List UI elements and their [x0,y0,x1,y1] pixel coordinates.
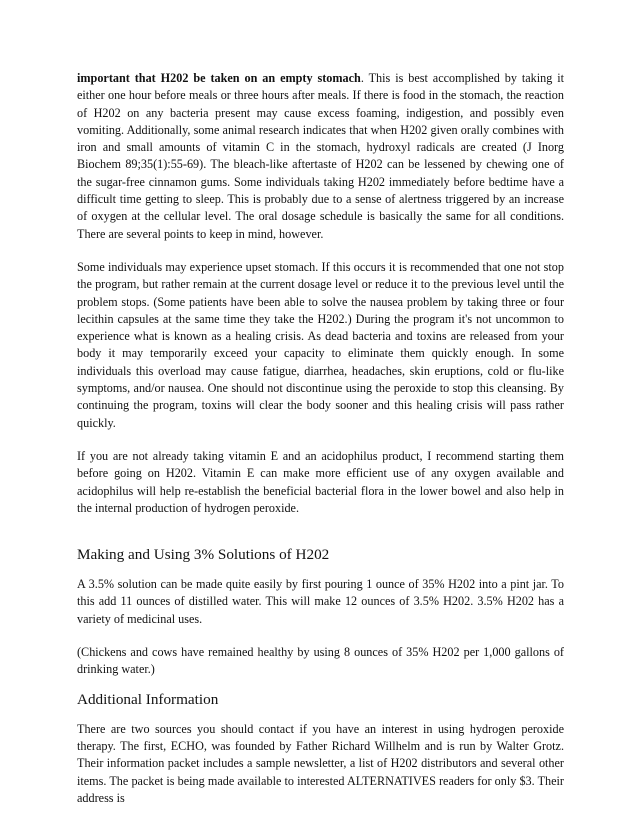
spacer [77,710,564,721]
paragraph-empty-stomach-text: . This is best accomplished by taking it either one hour before meals or three hours after meals. If there is food in the stomach, the reaction of H202 on any bacteria present may cause excess foaming, indigestion, and possibly even vomiting. Additionally, some animal research indicates that when H202 given orally combines with iron and small amounts of vitamin C in the stomach, hydroxyl radicals are created (J Inorg Biochem 89;35(1):55-69). The bleach-like aftertaste of H202 can be lessened by chewing one of the sugar-free cinnamon gums. Some individuals taking H202 immediately before bedtime have a difficult time getting to sleep. This is probably due to a sense of alertness triggered by an increase of oxygen at the cellular level. The oral dosage schedule is basically the same for all conditions. There are several points to keep in mind, however. [77,71,565,241]
spacer [77,679,564,690]
paragraph-chickens-cows: (Chickens and cows have remained healthy by using 8 ounces of 35% H202 per 1,000 gallons of drinking water.) [77,645,564,677]
bold-lead-text: important that H202 be taken on an empty stomach [77,71,361,85]
paragraph-empty-stomach [77,70,564,243]
section-heading-solutions: Making and Using 3% Solutions of H202 [77,546,330,564]
section-heading-additional-info: Additional Information [77,690,219,708]
spacer [77,565,564,576]
paragraph-vitamin-e: If you are not already taking vitamin E and an acidophilus product, I recommend starting them before going on H202. Vitamin E can make more efficient use of any oxygen available and acidophilus will help re-establish the beneficial bacterial flora in the lower bowel and also help in the internal production of hydrogen peroxide. [77,448,564,515]
spacer [77,628,564,644]
spacer [77,517,564,545]
paragraph-sources: There are two sources you should contact if you have an interest in using hydrogen peroxide therapy. The first, ECHO, was founded by Father Richard Willhelm and is run by Walter Grotz. Their information packet includes a sample newsletter, a list of H202 distributors and several other items. The packet is being made available to interested ALTERNATIVES readers for only $3. Their address is [77,721,564,805]
paragraph-upset-stomach: Some individuals may experience upset stomach. If this occurs it is recommended that one not stop the program, but rather remain at the current dosage level or reduce it to the previous level until the problem stops. (Some patients have been able to solve the nausea problem by taking three or four lecithin capsules at the same time they take the H202.) During the program it's not uncommon to experience what is known as a healing crisis. As dead bacteria and toxins are released from your body it may temporarily exceed your capacity to eliminate them quickly enough. In some individuals this overload may cause fatigue, diarrhea, headaches, skin eruptions, cold or flu-like symptoms, and/or nausea. One should not discontinue using the peroxide to stop this cleansing. By continuing the program, toxins will clear the body sooner and this healing crisis will pass rather quickly. [77,259,564,430]
paragraph-solution-recipe: A 3.5% solution can be made quite easily by first pouring 1 ounce of 35% H202 into a pint jar. To this add 11 ounces of distilled water. This will make 12 ounces of 3.5% H202. 3.5% H202 has a variety of medicinal uses. [77,577,564,626]
spacer [77,243,564,259]
spacer [77,432,564,448]
